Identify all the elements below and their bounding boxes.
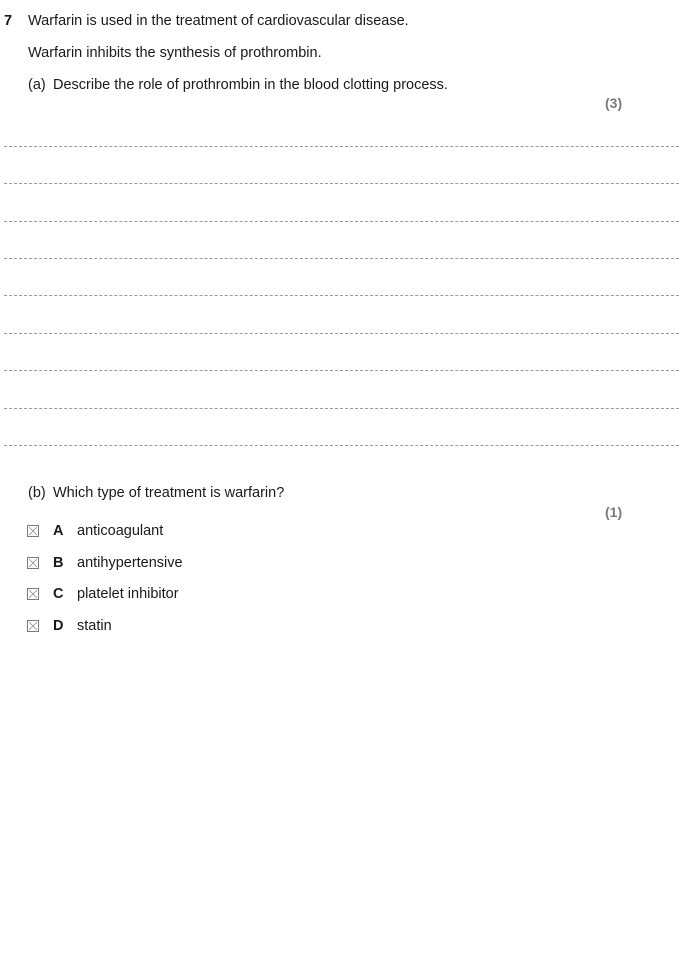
option-letter: C (53, 586, 64, 602)
part-a-question: Describe the role of prothrombin in the blood clotting process. (53, 77, 448, 93)
answer-line[interactable] (4, 333, 679, 334)
part-a-marks: (3) (605, 95, 623, 111)
checkbox-icon[interactable] (27, 588, 39, 600)
option-letter: D (53, 618, 64, 634)
option-text: antihypertensive (77, 555, 183, 571)
answer-line[interactable] (4, 183, 679, 184)
question-stem-line-2: Warfarin inhibits the synthesis of prothrombin. (28, 45, 322, 61)
answer-line[interactable] (4, 258, 679, 259)
option-letter: A (53, 523, 64, 539)
part-b-marks: (1) (605, 504, 623, 520)
answer-line[interactable] (4, 146, 679, 147)
part-b-question: Which type of treatment is warfarin? (53, 485, 285, 501)
part-b-label: (b) (28, 485, 46, 501)
question-stem-line-1: Warfarin is used in the treatment of cardiovascular disease. (28, 13, 409, 29)
checkbox-icon[interactable] (27, 525, 39, 537)
part-a-label: (a) (28, 77, 46, 93)
answer-line[interactable] (4, 295, 679, 296)
answer-line[interactable] (4, 445, 679, 446)
option-text: platelet inhibitor (77, 586, 179, 602)
answer-line[interactable] (4, 221, 679, 222)
question-number: 7 (4, 13, 13, 29)
option-letter: B (53, 555, 64, 571)
option-text: anticoagulant (77, 523, 164, 539)
option-text: statin (77, 618, 112, 634)
answer-line[interactable] (4, 408, 679, 409)
checkbox-icon[interactable] (27, 557, 39, 569)
answer-line[interactable] (4, 370, 679, 371)
checkbox-icon[interactable] (27, 620, 39, 632)
